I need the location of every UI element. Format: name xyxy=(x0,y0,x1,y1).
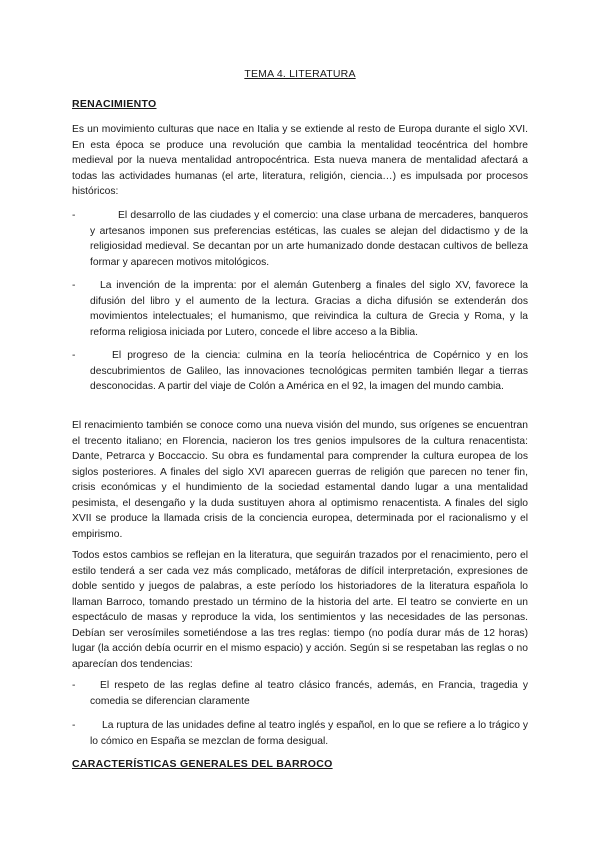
bullet-text: El progreso de la ciencia: culmina en la teoría heliocéntrica de Copérnico y en los descubrimientos de Galileo, las innovaciones tecnológicas permiten también llegar a tierras desconocidas. A partir del viaje de Colón a América en el 92, la imagen del mundo cambia. xyxy=(90,350,528,392)
list-item xyxy=(72,208,528,270)
bullet-dash: - xyxy=(72,210,76,221)
body-paragraph: El renacimiento también se conoce como una nueva visión del mundo, sus orígenes se encuentran el trecento italiano; en Florencia, nacieron los tres genios impulsores de la cultura renacentista: Dante, Petrarca y Boccaccio. Su obra es fundamental para comprender la cultura europea de los siglos posteriores. A finales del siglo XVI aparecen guerras de religión que parecen no tener fin, crisis económicas y el hundimiento de la sociedad estamental dando lugar a una mentalidad pesimista, el desengaño y la duda sustituyen ahora al optimismo renacentista. A finales del siglo XVII se produce la llamada crisis de la conciencia europea, determinada por el racionalismo y el empirismo. xyxy=(72,420,528,540)
bullet-dash: - xyxy=(72,720,76,731)
bullet-text: El respeto de las reglas define al teatro clásico francés, además, en Francia, tragedia y comedia se diferencian claramente xyxy=(90,680,528,707)
bullet-dash: - xyxy=(72,350,76,361)
list-item xyxy=(72,348,528,395)
intro-paragraph: Es un movimiento culturas que nace en Italia y se extiende al resto de Europa durante el siglo XVI. En esta época se produce una revolución que cambia la mentalidad teocéntrica del hombre medieval por la nueva mentalidad antropocéntrica. Esta nueva manera de mentalidad afectará a todas las actividades humanas (el arte, literatura, religión, ciencia…) es impulsada por procesos históricos: xyxy=(72,124,528,197)
bullet-text: La invención de la imprenta: por el alemán Gutenberg a finales del siglo XV, favorece la difusión del libro y el aumento de la lectura. Gracias a dicha difusión se extenderán dos movimientos intelectuales; el humanismo, que reivindica la cultura de Grecia y Roma, y la reforma religiosa iniciada por Lutero, concede el libre acceso a la Biblia. xyxy=(90,280,528,338)
document-title: TEMA 4. LITERATURA xyxy=(244,68,356,80)
list-item xyxy=(72,678,528,709)
section-heading-renacimiento: RENACIMIENTO xyxy=(72,98,157,110)
bullet-dash: - xyxy=(72,680,76,691)
list-item xyxy=(72,718,528,749)
bullet-text: El desarrollo de las ciudades y el comercio: una clase urbana de mercaderes, banqueros y artesanos imponen sus preferencias estéticas, las cuales se alejan del didactismo y de la religiosidad medieval. Se decantan por un arte humanizado donde destacan cultivos de belleza formar y aparecen motivos mitológicos. xyxy=(90,210,528,268)
bullet-dash: - xyxy=(72,280,76,291)
bullet-text: La ruptura de las unidades define al teatro inglés y español, en lo que se refiere a lo trágico y lo cómico en España se mezclan de forma desigual. xyxy=(90,720,528,747)
list-item xyxy=(72,278,528,340)
section-heading-barroco: CARACTERÍSTICAS GENERALES DEL BARROCO xyxy=(72,758,333,770)
body-paragraph: Todos estos cambios se reflejan en la literatura, que seguirán trazados por el renacimiento, pero el estilo tenderá a ser cada vez más complicado, metáforas de difícil interpretación, expresiones de doble sentido y juegos de palabras, a este período los historiadores de la literatura española lo llaman Barroco, tomando prestado un término de la historia del arte. El teatro se convierte en un espectáculo de masas y reproduce la vida, los sentimientos y las necesidades de las personas. Debían ser verosímiles sometiéndose a las tres reglas: tiempo (no podía durar más de 12 horas) lugar (la acción debía ocurrir en el mismo espacio) y acción. Según si se respetaban las reglas o no aparecían dos tendencias: xyxy=(72,550,528,670)
